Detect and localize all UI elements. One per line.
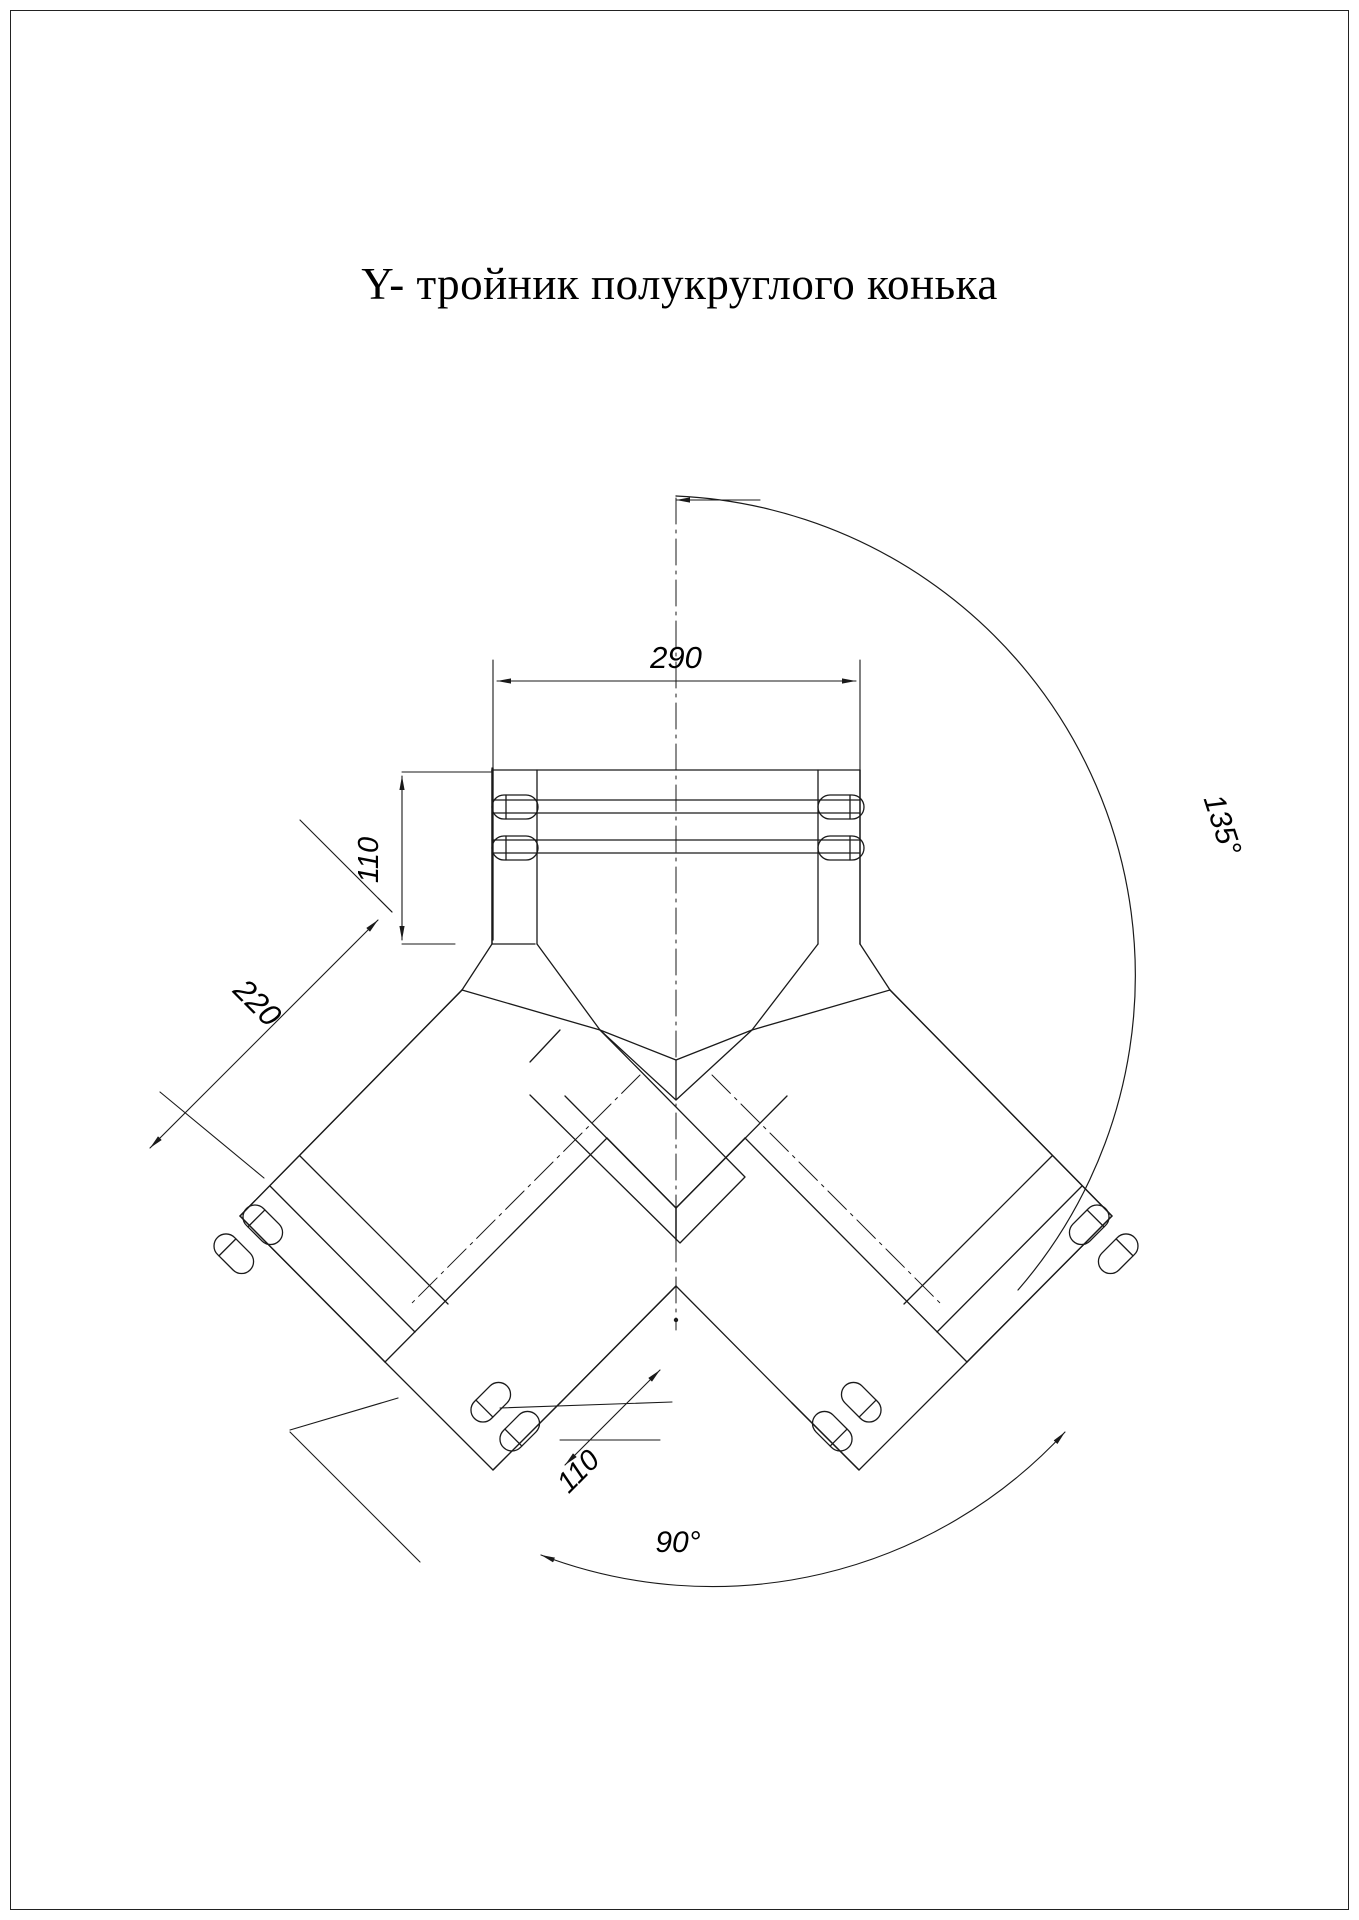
page-title: Y- тройник полукруглого конька <box>361 259 998 309</box>
part-right-branch <box>676 990 1112 1362</box>
dimension-label-290: 290 <box>650 640 702 675</box>
dimension-label-110-top: 110 <box>353 836 385 884</box>
rivet-top-left <box>492 795 538 860</box>
angle-label-90: 90° <box>655 1526 701 1559</box>
rivet-right-inner <box>808 1377 886 1455</box>
angle-label-135: 135° <box>1196 790 1248 860</box>
dimension-label-220: 220 <box>226 971 289 1034</box>
part-left-branch-edges <box>385 1138 676 1470</box>
rivet-left-inner <box>466 1377 544 1455</box>
dimension-label-110-bottom: 110 <box>550 1443 607 1500</box>
rivet-right-outer <box>1064 1200 1142 1278</box>
part-left-branch <box>240 990 745 1362</box>
rivet-left-outer <box>209 1200 287 1278</box>
center-mark <box>674 1318 678 1322</box>
dimension-110-bottom <box>290 1370 672 1465</box>
angle-90-arc <box>290 1432 1065 1587</box>
center-line-left-branch <box>410 1075 640 1305</box>
part-right-branch-edges <box>676 1138 967 1470</box>
rivet-top-right <box>818 795 864 860</box>
center-line-right-branch <box>712 1075 942 1305</box>
dimension-110-top <box>402 772 493 944</box>
construction-arc <box>676 496 1135 1290</box>
